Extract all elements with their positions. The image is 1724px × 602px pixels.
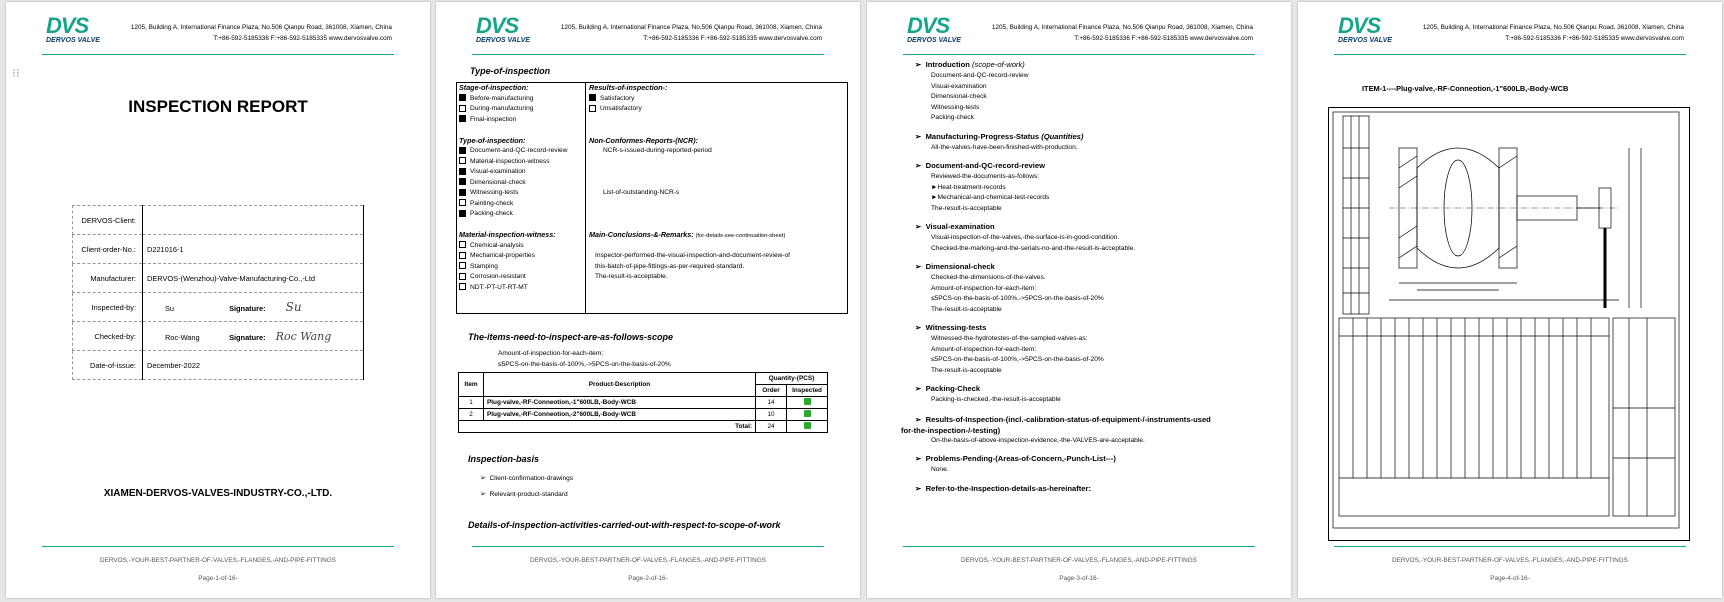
checkbox-checked-icon[interactable]	[459, 178, 466, 185]
material-item[interactable]	[459, 272, 585, 283]
report-info-table	[72, 205, 364, 380]
drawing-frame	[1333, 112, 1679, 528]
types-title: Type-of-inspection:	[459, 135, 526, 145]
arrow-bullet-icon: ➢	[480, 475, 486, 482]
logo-subtitle: DERVOS VALVE	[1338, 37, 1392, 44]
checkbox-label: Before-manufacturing	[470, 94, 534, 102]
total-row	[459, 421, 828, 433]
checkbox-label: Corrosion-resistant	[470, 273, 526, 280]
header-inspected: Inspected	[787, 385, 828, 397]
section	[901, 414, 1271, 455]
material-item[interactable]	[459, 241, 585, 252]
checkbox-label: Visual-examination	[470, 168, 526, 175]
header-item: Item	[459, 373, 484, 397]
section-line: Visual-examination	[931, 82, 987, 90]
page-number: Page-1-of-16-	[198, 575, 238, 582]
info-label: Manufacturer:	[73, 264, 143, 293]
section-title: Packing-Check	[925, 384, 981, 393]
header-description: Product-Description	[484, 373, 756, 397]
row-inspected	[787, 409, 828, 421]
inspector-name: Su	[165, 304, 175, 313]
checkbox-label: Chemical-analysis	[470, 241, 524, 249]
row-order: 10	[756, 409, 787, 421]
checkbox-icon[interactable]	[459, 262, 466, 269]
section-line: ►Mechanical-and-chemical-test-records	[931, 194, 1050, 201]
checkbox-label: Witnessing-tests	[470, 189, 519, 196]
logo-mark: DVS	[476, 13, 519, 38]
logo-subtitle: DERVOS VALVE	[46, 37, 100, 44]
footer-rule	[1334, 546, 1686, 547]
checkbox-checked-icon[interactable]	[459, 115, 466, 122]
contact-line: T:+86-592-5185336 F:+86-592-5185335 www.dervosvalve.com	[1505, 35, 1684, 42]
basis-heading: Inspection-basis	[468, 454, 540, 464]
section-line: Visual-inspection-of-the-valves,-the-surface-is-in-good-condition.	[931, 234, 1120, 241]
section-line: All-the-valves-have-been-finished-with-production.	[931, 143, 1078, 151]
arrow-bullet-icon: ➢	[915, 60, 922, 69]
type-item[interactable]	[459, 188, 585, 199]
section-line: Witnessing-tests	[931, 103, 980, 111]
total-inspected	[787, 421, 828, 433]
right-column	[589, 83, 845, 313]
logo-mark: DVS	[907, 13, 950, 38]
scope-heading: The-items-need-to-inspect-are-as-follows-scope	[468, 332, 674, 342]
info-row	[73, 235, 364, 264]
checkbox-checked-icon[interactable]	[459, 210, 466, 217]
info-value[interactable]	[143, 206, 364, 235]
type-item[interactable]	[459, 167, 585, 178]
info-value[interactable]: December-2022	[143, 351, 364, 380]
info-value[interactable]	[143, 293, 364, 322]
section	[915, 384, 1271, 414]
logo-mark: DVS	[1338, 13, 1381, 38]
details-heading: Details-of-inspection-activities-carried-out-with-respect-to-scope-of-work	[468, 520, 781, 530]
logo-mark: DVS	[46, 13, 89, 38]
section	[915, 161, 1271, 222]
result-item[interactable]	[589, 94, 845, 105]
checkbox-label: Unsatisfactory	[600, 105, 642, 112]
company-logo	[476, 13, 558, 44]
header-rule	[42, 54, 394, 55]
type-item[interactable]	[459, 209, 585, 220]
inspected-check-icon	[804, 422, 811, 429]
item-title: ITEM-1----Plug-valve,-RF-Conneotion,-1"600LB,-Body-WCB	[1362, 84, 1569, 93]
conclusion-text: Inspector-performed-the-visual-inspection-and-document-review-of	[595, 252, 790, 259]
section-line: The-result-is-acceptable	[931, 204, 1002, 212]
section-title: Problems-Pending-(Areas-of-Concern,-Punch-List---)	[925, 454, 1116, 463]
checker-name: Roc-Wang	[165, 332, 200, 342]
checkbox-label: Final-inspection	[470, 115, 517, 123]
conclusion-text: The-result-is-acceptable.	[595, 273, 668, 280]
header-address	[561, 22, 822, 44]
checkbox-checked-icon[interactable]	[459, 189, 466, 196]
checkbox-label: Document-and-QC-record-review	[470, 147, 568, 154]
section	[915, 454, 1271, 484]
section-title: Document-and-QC-record-review	[925, 161, 1046, 170]
checkbox-checked-icon[interactable]	[589, 94, 596, 101]
section-line: Packing-check	[931, 114, 974, 121]
row-description: Plug-valve,-RF-Conneotion,-1"600LB,-Body-WCB	[484, 397, 756, 409]
checkbox-label: Satisfactory	[600, 94, 635, 102]
info-row	[73, 351, 364, 380]
basis-item	[480, 490, 568, 498]
section-line: The-result-is-acceptable	[931, 366, 1002, 374]
checkbox-label: NDT:-PT-UT-RT-MT	[470, 283, 528, 291]
stage-item[interactable]	[459, 94, 585, 105]
table-row	[459, 409, 828, 421]
checkbox-icon[interactable]	[459, 105, 466, 112]
material-item[interactable]	[459, 251, 585, 262]
address-line: 1205, Building A, International Finance Plaza, No.506 Qianpu Road, 361008, Xiamen, China	[1422, 24, 1684, 31]
conclusions-note: (for-details-see-continuation-sheet)	[695, 233, 786, 239]
logo-subtitle: DERVOS VALVE	[907, 37, 961, 44]
conclusion-text: this-batch-of-pipe-fittings-as-per-required-standard.	[595, 262, 745, 270]
contact-line: T:+86-592-5185336 F:+86-592-5185335 www.dervosvalve.com	[213, 35, 392, 42]
section-line: Amount-of-inspection-for-each-item:	[931, 345, 1037, 353]
basis-item	[480, 474, 573, 482]
page-3	[867, 2, 1291, 598]
info-row	[73, 206, 364, 235]
header-address	[131, 22, 392, 44]
page-number: Page-3-of-16-	[1059, 575, 1099, 582]
total-value: 24	[756, 421, 787, 433]
ncr-issued: NCR-s-issued-during-reported-period	[603, 147, 712, 154]
address-line: 1205, Building A, International Finance Plaza, No.506 Qianpu Road, 361008, Xiamen, China	[560, 24, 822, 31]
type-item[interactable]	[459, 157, 585, 168]
arrow-bullet-icon: ➢	[915, 454, 922, 463]
info-label: DERVOS-Client:	[73, 206, 143, 235]
section-line: ►Heat-treatment-records	[931, 183, 1006, 191]
signature-label: Signature:	[229, 304, 266, 313]
checkbox-label: Stamping	[470, 262, 498, 270]
type-item[interactable]	[459, 146, 585, 157]
total-label: Total:	[459, 421, 756, 433]
company-logo	[46, 13, 128, 44]
header-rule	[903, 54, 1255, 55]
row-item: 1	[459, 397, 484, 409]
page-2	[436, 2, 860, 598]
material-item[interactable]	[459, 262, 585, 273]
section-line: None.	[931, 466, 949, 473]
checkbox-icon[interactable]	[589, 105, 596, 112]
signature-label: Signature:	[229, 332, 266, 342]
info-label: Date-of-issue:	[73, 351, 143, 380]
footer-slogan: DERVOS,-YOUR-BEST-PARTNER-OF-VALVES,-FLANGES,-AND-PIPE-FITTINGS	[100, 557, 336, 564]
section	[915, 323, 1271, 384]
stage-item[interactable]	[459, 115, 585, 126]
section-line: Witnessed-the-hydrotestes-of-the-sampled-valves-as:	[931, 335, 1088, 342]
inspected-check-icon	[804, 398, 811, 405]
page-4	[1298, 2, 1722, 598]
address-line: 1205, Building A, International Finance Plaza, No.506 Qianpu Road, 361008, Xiamen, China	[991, 24, 1253, 31]
checkbox-icon[interactable]	[459, 283, 466, 290]
basis-text: Client-confirmation-drawings	[489, 475, 574, 482]
arrow-bullet-icon: ➢	[915, 323, 922, 332]
info-row	[73, 264, 364, 293]
section	[915, 484, 1271, 495]
checkbox-label: During-manufacturing	[470, 105, 534, 112]
section	[915, 60, 1271, 132]
company-name: XIAMEN-DERVOS-VALVES-INDUSTRY-CO.,-LTD.	[103, 488, 333, 499]
header-address	[1423, 22, 1684, 44]
checkbox-label: Packing-check	[470, 210, 513, 217]
section-title: Introduction	[925, 60, 970, 69]
checkbox-checked-icon[interactable]	[459, 147, 466, 154]
section-line: Checked-the-dimensions-of-the-valves.	[931, 274, 1046, 281]
table-row	[459, 397, 828, 409]
info-label: Inspected-by:	[73, 293, 143, 322]
section-title-note: (scope-of-work)	[972, 60, 1025, 69]
footer-slogan: DERVOS,-YOUR-BEST-PARTNER-OF-VALVES,-FLANGES,-AND-PIPE-FITTINGS	[530, 557, 766, 564]
arrow-bullet-icon: ➢	[480, 491, 486, 498]
page-number: Page-4-of-16-	[1490, 575, 1530, 582]
header-address	[992, 22, 1253, 44]
section-line: Checked-the-marking-and-the-serials-no-and-the-result-is-acceptable.	[931, 244, 1136, 252]
basis-text: Relevant-product-standard	[489, 491, 568, 498]
section-title: Witnessing-tests	[925, 323, 987, 332]
section-line: Dimensional-check	[931, 93, 987, 100]
section	[915, 262, 1271, 323]
checkbox-label: Painting-check	[470, 199, 514, 207]
info-value[interactable]	[143, 322, 364, 351]
contact-line: T:+86-592-5185336 F:+86-592-5185335 www.dervosvalve.com	[643, 35, 822, 42]
logo-subtitle: DERVOS VALVE	[476, 37, 530, 44]
amount-rule: ≤5PCS-on-the-basis-of-100%,->5PCS-on-the-basis-of-20%	[498, 361, 671, 368]
info-value[interactable]: D221016-1	[143, 235, 364, 264]
title-block	[1613, 318, 1675, 516]
section-line: Document-and-QC-record-review	[931, 72, 1029, 79]
section-line: ≤5PCS-on-the-basis-of-100%,->5PCS-on-the-basis-of-20%	[931, 356, 1104, 363]
section-title-note: for-the-inspection-/-testing)	[901, 425, 1001, 435]
address-line: 1205, Building A, International Finance Plaza, No.506 Qianpu Road, 361008, Xiamen, China	[130, 24, 392, 31]
info-row	[73, 322, 364, 351]
checkbox-checked-icon[interactable]	[459, 168, 466, 175]
stage-item[interactable]	[459, 104, 585, 115]
section-line: Reviewed-the-documents-as-follows:	[931, 173, 1040, 180]
inspector-signature: Su	[285, 300, 302, 314]
conclusions-title-row	[589, 230, 845, 241]
checkbox-label: Mechanical-properties	[470, 252, 535, 259]
section-title-note: (Quantities)	[1041, 131, 1084, 141]
checkbox-checked-icon[interactable]	[459, 94, 466, 101]
company-logo	[1338, 13, 1420, 44]
arrow-bullet-icon: ➢	[915, 414, 922, 424]
checkbox-label: Material-inspection-witness	[470, 157, 550, 165]
type-item[interactable]	[459, 178, 585, 189]
contact-line: T:+86-592-5185336 F:+86-592-5185335 www.dervosvalve.com	[1074, 35, 1253, 42]
section-line: The-result-is-acceptable	[931, 305, 1002, 313]
arrow-bullet-icon: ➢	[915, 384, 922, 393]
section-title: Results-of-Inspection-(incl.-calibration-status-of-equipment-/-instruments-used	[925, 414, 1211, 424]
ncr-outstanding: List-of-outstanding-NCR-s	[603, 189, 680, 196]
report-title: INSPECTION REPORT	[128, 97, 308, 116]
items-table	[458, 372, 828, 433]
parts-list-table	[1339, 318, 1609, 516]
result-item[interactable]	[589, 104, 845, 115]
arrow-bullet-icon: ➢	[915, 222, 922, 231]
section-title: Manufacturing-Progress-Status	[925, 131, 1040, 141]
material-item[interactable]	[459, 283, 585, 294]
info-label: Checked-by:	[73, 322, 143, 351]
header-quantity: Quantity-(PCS)	[756, 373, 828, 385]
material-title: Material-inspection-witness:	[459, 230, 556, 239]
header-order: Order	[756, 385, 787, 397]
checker-signature: Roc Wang	[275, 329, 332, 343]
checkbox-icon[interactable]	[459, 199, 466, 206]
section-title: Visual-examination	[925, 222, 995, 231]
header-rule	[1334, 54, 1686, 55]
row-order: 14	[756, 397, 787, 409]
footer-slogan: DERVOS,-YOUR-BEST-PARTNER-OF-VALVES,-FLANGES,-AND-PIPE-FITTINGS	[1392, 557, 1628, 564]
stage-title: Stage-of-inspection:	[459, 83, 529, 92]
report-sections	[901, 60, 1271, 495]
arrow-bullet-icon: ➢	[915, 262, 922, 271]
section-line: Amount-of-inspection-for-each-item:	[931, 284, 1037, 292]
info-value[interactable]: DERVOS-(Wenzhou)-Valve-Manufacturing-Co.,-Ltd	[143, 264, 364, 293]
ncr-title: Non-Conformes-Reports-(NCR):	[589, 135, 698, 145]
footer-rule	[903, 546, 1255, 547]
footer-slogan: DERVOS,-YOUR-BEST-PARTNER-OF-VALVES,-FLANGES,-AND-PIPE-FITTINGS	[961, 557, 1197, 564]
left-column	[459, 83, 586, 313]
results-title: Results-of-inspection-:	[589, 83, 668, 92]
arrow-bullet-icon: ➢	[915, 161, 922, 170]
row-description: Plug-valve,-RF-Conneotion,-2"600LB,-Body-WCB	[484, 409, 756, 421]
row-inspected	[787, 397, 828, 409]
checkbox-icon[interactable]	[459, 241, 466, 248]
page-number: Page-2-of-16-	[628, 575, 668, 582]
section-title: Refer-to-the-Inspection-details-as-hereinafter:	[925, 483, 1092, 493]
footer-rule	[472, 546, 824, 547]
amount-text: Amount-of-inspection-for-each-item:	[498, 350, 604, 357]
info-row	[73, 293, 364, 322]
row-item: 2	[459, 409, 484, 421]
dimension-table	[1343, 116, 1369, 314]
checkbox-icon[interactable]	[459, 157, 466, 164]
inspection-summary-box	[456, 82, 848, 314]
section-line: Packing-is-checked,-the-result-is-acceptable	[931, 396, 1061, 403]
header-rule	[472, 54, 824, 55]
arrow-bullet-icon: ➢	[915, 131, 922, 141]
valve-drawing-svg	[1329, 108, 1689, 540]
section	[915, 132, 1271, 162]
valve-technical-drawing[interactable]	[1328, 107, 1690, 541]
type-item[interactable]	[459, 199, 585, 210]
checkbox-icon[interactable]	[459, 273, 466, 280]
info-label: Client-order-No.:	[73, 235, 143, 264]
section-line: On-the-basis-of-above-inspection-evidence,-the-VALVES-are-acceptable.	[931, 436, 1145, 444]
section-title: Dimensional-check	[925, 262, 995, 271]
checkbox-label: Dimensional-check	[470, 178, 526, 186]
page-1	[6, 2, 430, 598]
conclusions-title: Main-Conclusions-&-Remarks:	[589, 230, 694, 239]
move-handle-icon[interactable]: ⁝⁝	[12, 66, 20, 80]
arrow-bullet-icon: ➢	[915, 483, 922, 493]
checkbox-icon[interactable]	[459, 252, 466, 259]
type-of-inspection-heading: Type-of-inspection	[470, 66, 551, 76]
section	[915, 222, 1271, 262]
section-line: ≤5PCS-on-the-basis-of-100%,->5PCS-on-the-basis-of-20%	[931, 295, 1104, 302]
company-logo	[907, 13, 989, 44]
inspected-check-icon	[804, 410, 811, 417]
footer-rule	[42, 546, 394, 547]
